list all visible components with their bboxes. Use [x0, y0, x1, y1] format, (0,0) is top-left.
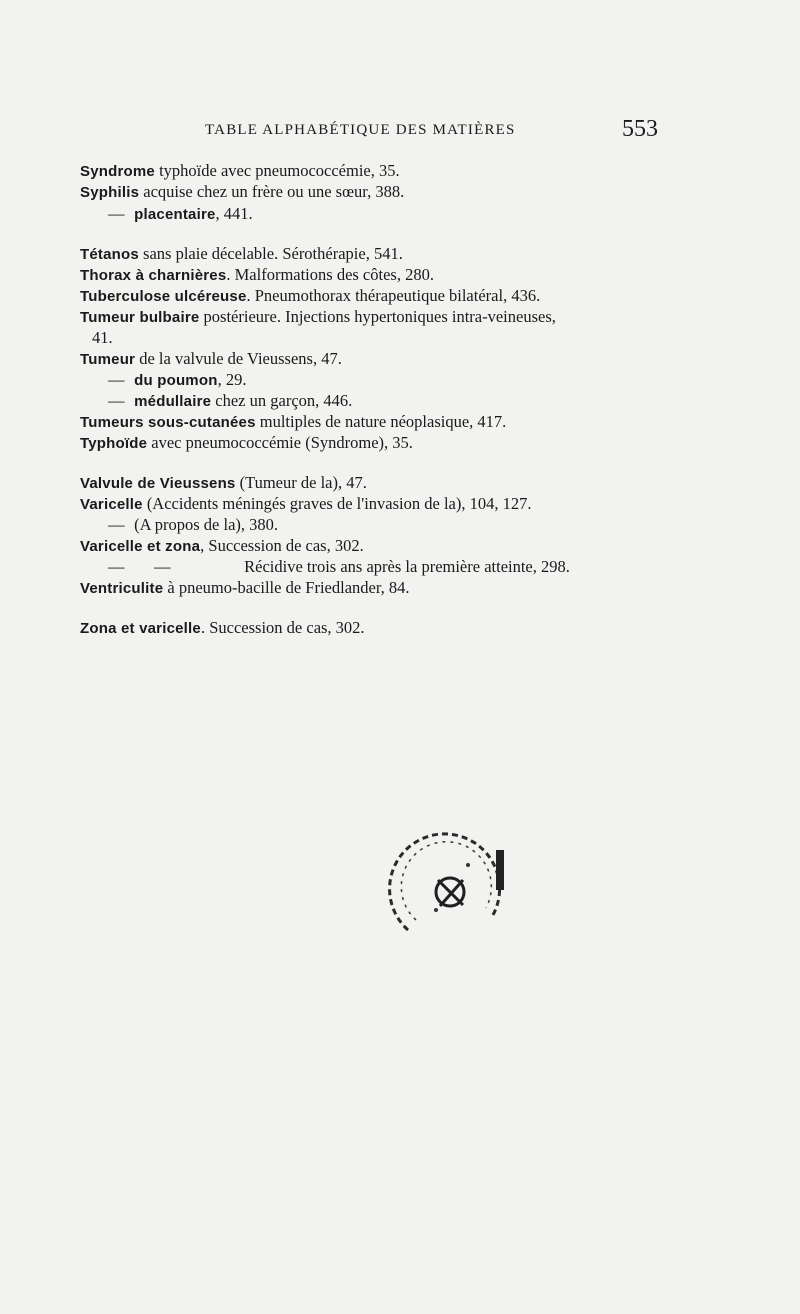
index-entry: Tuberculose ulcéreuse. Pneumothorax thérapeutique bilatéral, 436. — [80, 286, 541, 305]
page-number: 553 — [622, 116, 658, 142]
index-subentry: — du poumon, 29. — [108, 370, 247, 389]
index-entry: Thorax à charnières. Malformations des côtes, 280. — [80, 265, 434, 284]
index-entry: Tétanos sans plaie décelable. Sérothérapie, 541. — [80, 244, 403, 263]
index-entry: Varicelle et zona, Succession de cas, 302. — [80, 536, 364, 555]
index-subentry: — — Récidive trois ans après la première atteinte, 298. — [108, 557, 570, 576]
index-entry: Syphilis acquise chez un frère ou une sœur, 388. — [80, 182, 405, 201]
index-entry: Zona et varicelle. Succession de cas, 302. — [80, 618, 365, 637]
index-continuation: 41. — [92, 328, 113, 347]
index-entry: Tumeurs sous-cutanées multiples de nature néoplasique, 417. — [80, 412, 507, 431]
index-entry: Typhoïde avec pneumococcémie (Syndrome), 35. — [80, 433, 413, 452]
running-header: TABLE ALPHABÉTIQUE DES MATIÈRES — [205, 122, 516, 138]
index-entry: Valvule de Vieussens (Tumeur de la), 47. — [80, 473, 367, 492]
index-entry: Tumeur bulbaire postérieure. Injections hypertoniques intra-veineuses, — [80, 307, 556, 326]
index-entry: Varicelle (Accidents méningés graves de l'invasion de la), 104, 127. — [80, 494, 532, 513]
index-subentry: — médullaire chez un garçon, 446. — [108, 391, 353, 410]
index-subentry: — placentaire, 441. — [108, 204, 253, 223]
index-entry: Tumeur de la valvule de Vieussens, 47. — [80, 349, 342, 368]
library-stamp — [378, 820, 518, 950]
index-entry: Ventriculite à pneumo-bacille de Friedlander, 84. — [80, 578, 410, 597]
index-entry: Syndrome typhoïde avec pneumococcémie, 35. — [80, 161, 400, 180]
index-subentry: — (A propos de la), 380. — [108, 515, 279, 534]
